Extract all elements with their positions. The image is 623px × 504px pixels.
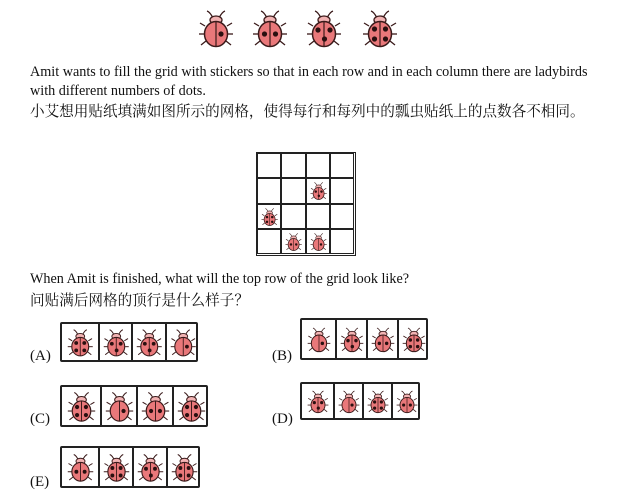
option-cell <box>397 320 428 358</box>
option-cell <box>172 387 208 425</box>
option-frame <box>60 322 198 362</box>
ladybird-icon <box>67 451 94 485</box>
grid-cell <box>281 229 305 254</box>
ladybird-icon <box>310 231 327 253</box>
option-frame <box>300 382 420 420</box>
ladybird-icon <box>307 323 331 357</box>
question-chinese: 小艾想用贴纸填满如图所示的网格，使得每行和每列中的瓢虫贴纸上的点数各不相同。 <box>30 103 585 120</box>
option-e-label[interactable]: (E) <box>30 474 50 490</box>
grid-cell <box>281 178 305 203</box>
ladybird-icon <box>67 327 94 359</box>
ladybird-2-dots-icon <box>252 8 288 50</box>
grid-cell <box>257 178 281 203</box>
placed-ladybird <box>310 231 327 253</box>
prompt-english: When Amit is finished, what will the top row of the grid look like? <box>30 271 410 287</box>
ladybird-icon <box>362 8 398 50</box>
option-cell <box>391 384 420 418</box>
ladybird-icon <box>105 390 134 424</box>
option-cell <box>333 384 362 418</box>
ladybird-icon <box>137 451 164 485</box>
option-b-label[interactable]: (B) <box>272 348 292 364</box>
option-cell <box>362 384 391 418</box>
option-cell <box>304 320 335 358</box>
option-cell <box>64 448 98 486</box>
ladybird-3-dots-icon <box>306 8 342 50</box>
ladybird-icon <box>103 451 130 485</box>
ladybird-icon <box>307 387 329 417</box>
option-cell <box>98 448 132 486</box>
ladybird-icon <box>252 8 288 50</box>
option-cell <box>366 320 397 358</box>
option-cell <box>131 324 165 360</box>
ladybird-icon <box>198 8 234 50</box>
ladybird-icon <box>338 387 360 417</box>
ladybird-1-dot-icon <box>198 8 234 50</box>
ladybird-icon <box>103 327 130 359</box>
ladybird-icon <box>310 180 327 202</box>
option-b-strip[interactable] <box>300 318 428 360</box>
prompt-chinese: 问贴满后网格的顶行是什么样子？ <box>30 292 249 309</box>
option-cell <box>64 387 100 425</box>
grid-cell <box>306 153 330 178</box>
option-cell <box>132 448 166 486</box>
option-cell <box>335 320 366 358</box>
grid-cell <box>306 178 330 203</box>
option-c-strip[interactable] <box>60 385 208 427</box>
ladybird-icon <box>141 390 170 424</box>
puzzle-grid <box>256 152 356 256</box>
grid-cell <box>281 204 305 229</box>
ladybird-icon <box>261 206 278 228</box>
option-frame <box>60 385 208 427</box>
placed-ladybird <box>310 180 327 202</box>
question-english: Amit wants to fill the grid with stickers so that in each row and in each column there are ladybirds with different numbers of dots. <box>30 64 588 99</box>
option-d-label[interactable]: (D) <box>272 411 293 427</box>
ladybird-icon <box>371 323 395 357</box>
ladybird-icon <box>67 390 96 424</box>
option-cell <box>304 384 333 418</box>
option-a-label[interactable]: (A) <box>30 348 51 364</box>
ladybird-icon <box>136 327 163 359</box>
ladybird-icon <box>170 327 197 359</box>
option-cell <box>64 324 98 360</box>
ladybird-legend-row <box>198 8 408 52</box>
placed-ladybird <box>285 231 302 253</box>
option-cell <box>136 387 172 425</box>
option-e-strip[interactable] <box>60 446 200 488</box>
ladybird-icon <box>367 387 389 417</box>
grid-cell <box>306 229 330 254</box>
ladybird-icon <box>340 323 364 357</box>
grid-cell <box>330 229 354 254</box>
option-cell <box>98 324 132 360</box>
grid-cell <box>281 153 305 178</box>
grid-cell <box>330 153 354 178</box>
ladybird-icon <box>171 451 198 485</box>
ladybird-icon <box>177 390 206 424</box>
ladybird-4-dots-icon <box>362 8 398 50</box>
grid-cell <box>257 229 281 254</box>
ladybird-icon <box>402 323 426 357</box>
ladybird-icon <box>306 8 342 50</box>
option-frame <box>60 446 200 488</box>
placed-ladybird <box>261 206 278 228</box>
grid-cell <box>257 153 281 178</box>
grid-cell <box>257 204 281 229</box>
grid-cell <box>330 178 354 203</box>
option-frame <box>300 318 428 360</box>
option-cell <box>165 324 199 360</box>
grid-cell <box>330 204 354 229</box>
option-cell <box>166 448 200 486</box>
ladybird-icon <box>285 231 302 253</box>
grid-cell <box>306 204 330 229</box>
option-d-strip[interactable] <box>300 382 420 420</box>
ladybird-icon <box>396 387 418 417</box>
option-a-strip[interactable] <box>60 322 198 362</box>
option-c-label[interactable]: (C) <box>30 411 50 427</box>
option-cell <box>100 387 136 425</box>
